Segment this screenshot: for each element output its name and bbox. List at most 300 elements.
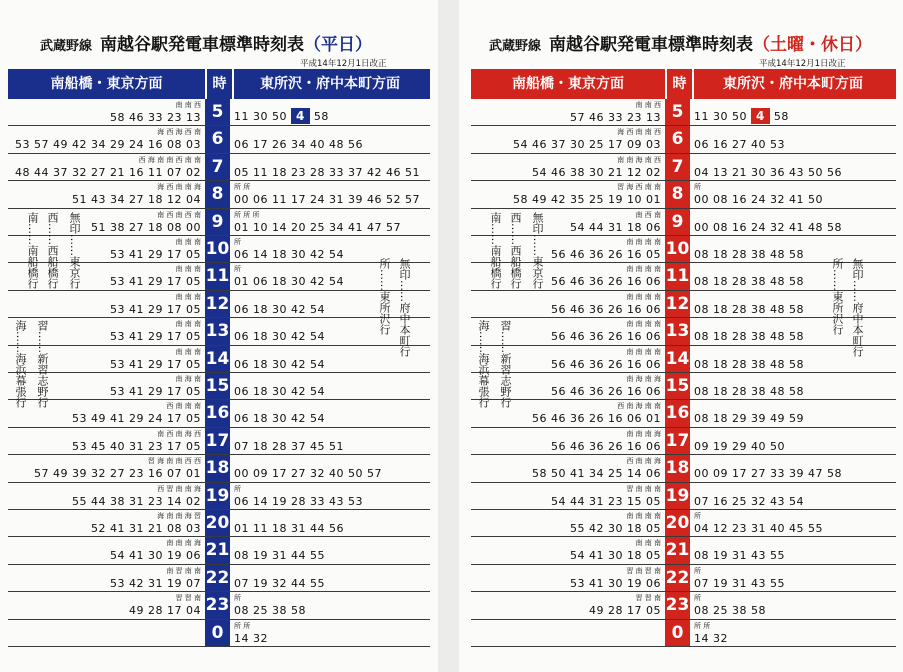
revision-date: 平成14年12月1日改正 [759, 59, 846, 69]
minutes-right-text: 06 14 19 28 33 43 53 [234, 494, 363, 508]
minutes-right-text: 06 18 30 42 54 [234, 357, 325, 371]
departures-right [230, 455, 430, 481]
hour-label: 22 [205, 565, 230, 591]
hour-label: 8 [665, 181, 690, 207]
direction-header [471, 69, 896, 99]
hour-label: 16 [665, 400, 690, 426]
minutes-right-extra: 58 [773, 110, 789, 123]
minutes-right [234, 330, 325, 343]
hour-label: 6 [665, 126, 690, 152]
legend-destination: ……東京行 [68, 234, 81, 289]
departures-left [471, 483, 665, 509]
minutes-right [234, 358, 325, 371]
legend-mark: 所 [831, 258, 844, 269]
minutes-left: 53 41 29 17 05 [110, 357, 201, 371]
timetable-row [471, 455, 896, 482]
departures-right [690, 209, 890, 235]
minutes-right-text: 00 06 11 17 24 31 39 46 52 57 [234, 193, 420, 207]
timetable-row [8, 318, 430, 345]
destination-marks-left: 南 南 西 [635, 101, 661, 109]
minutes-right [234, 522, 344, 535]
legend-left-item [509, 212, 522, 289]
minutes-left: 53 57 49 42 34 29 24 16 08 03 [15, 138, 201, 152]
minutes-right-text: 08 25 38 58 [694, 604, 766, 618]
destination-marks-left: 南 海 南 海 [626, 375, 661, 383]
minutes-right-text: 06 18 30 42 54 [234, 302, 325, 316]
legend-destination: ……東所沢行 [831, 269, 844, 335]
timetable-row [8, 565, 430, 592]
destination-marks-left: 海 西 海 西 南 [157, 128, 201, 137]
minutes-right-text: 06 14 18 30 42 54 [234, 248, 344, 261]
legend-mark: 無印 [68, 212, 81, 234]
minutes-left: 58 46 33 23 13 [110, 111, 201, 124]
minutes-right-text: 14 32 [694, 631, 728, 645]
minutes-right-text: 08 18 28 38 48 58 [694, 248, 804, 261]
legend-mark: 西 [46, 212, 59, 223]
minutes-left: 54 46 38 30 21 12 02 [532, 165, 661, 179]
destination-marks-right: 所 [234, 265, 241, 274]
legend-destination: ……海浜幕張行 [14, 331, 27, 408]
title-main: 南越谷駅発電車標準時刻表 [549, 35, 754, 55]
timetable-row [8, 373, 430, 400]
legend-destination: ……南船橋行 [26, 223, 39, 289]
departures-left [471, 537, 665, 563]
destination-marks-left: 習 海 南 南 西 西 [147, 457, 201, 466]
departures-left [471, 291, 665, 317]
departures-right [230, 209, 430, 235]
departures-left [471, 592, 665, 618]
minutes-right [234, 275, 344, 288]
minutes-right [234, 166, 420, 179]
destination-marks-left: 西 南 南 南 [166, 402, 201, 411]
destination-marks-right: 所 所 [234, 183, 251, 192]
minutes-left: 49 28 17 05 [589, 604, 661, 618]
departures-left [8, 483, 205, 509]
minutes-right [694, 577, 785, 590]
hour-label: 9 [665, 209, 690, 235]
hour-label: 12 [665, 291, 690, 317]
line-name: 武蔵野線 [489, 39, 542, 54]
destination-marks-left: 南 南 南 [175, 265, 201, 274]
minutes-left: 53 42 31 19 07 [110, 576, 201, 590]
departures-right [230, 154, 430, 180]
destination-marks-left: 西 南 南 海 [626, 457, 661, 466]
destination-marks-right: 所 所 所 [234, 210, 260, 219]
minutes-right-text: 08 19 31 43 55 [694, 549, 785, 563]
minutes-left: 55 42 30 18 05 [570, 522, 661, 535]
revision-date: 平成14年12月1日改正 [300, 59, 387, 69]
hour-label: 17 [665, 428, 690, 454]
minutes-right [694, 108, 789, 124]
minutes-left: 56 46 36 26 16 06 [551, 302, 661, 316]
destination-marks-left: 西 習 南 南 海 [157, 484, 201, 493]
departures-left [8, 181, 205, 207]
destination-marks-left: 習 海 西 南 南 [617, 183, 661, 192]
legend-right-item [398, 258, 411, 357]
departures-left [471, 565, 665, 591]
minutes-right [694, 138, 785, 151]
minutes-left: 56 46 36 26 16 06 [551, 330, 661, 344]
timetable-row [8, 428, 430, 455]
hour-label: 14 [665, 346, 690, 372]
timetable-row [471, 346, 896, 373]
hour-label: 15 [665, 373, 690, 399]
destination-marks-left: 南 西 南 西 南 [157, 210, 201, 219]
minutes-right-text: 06 18 30 42 54 [234, 385, 325, 398]
minutes-right-text: 01 06 18 30 42 54 [234, 275, 344, 289]
departures-left [8, 455, 205, 481]
minutes-right [694, 412, 804, 425]
timetable-row [471, 99, 896, 126]
departures-right [690, 455, 890, 481]
legend-left-item [14, 320, 27, 408]
timetable-row [471, 592, 896, 619]
minutes-right-text: 14 32 [234, 631, 268, 645]
minutes-left: 53 41 29 17 05 [110, 302, 201, 316]
departures-left [8, 291, 205, 317]
legend-left-item [68, 212, 81, 289]
hour-header-label: 時 [665, 69, 694, 99]
timetable-row [471, 428, 896, 455]
minutes-right-text: 08 18 28 38 48 58 [694, 275, 804, 289]
legend-mark: 無印 [531, 212, 544, 234]
legend-destination: ……西船橋行 [46, 223, 59, 289]
timetable-row [8, 592, 430, 619]
legend-mark: 習 [499, 320, 512, 331]
departures-right [690, 154, 890, 180]
destination-marks-right: 所 所 [694, 621, 711, 630]
minutes-right [694, 330, 804, 343]
title-day-type: （平日） [304, 35, 373, 55]
departures-left [471, 99, 665, 125]
hour-label: 19 [665, 483, 690, 509]
minutes-right [694, 385, 804, 398]
legend-mark: 所 [378, 258, 391, 269]
timetable-row [8, 154, 430, 181]
departures-right [230, 99, 430, 125]
departures-right [690, 510, 890, 536]
destination-marks-left: 海 西 南 南 海 [157, 183, 201, 192]
minutes-right [234, 549, 325, 562]
destination-marks-left: 南 南 南 [175, 347, 201, 356]
departures-right [690, 126, 890, 152]
departures-right [690, 620, 890, 646]
minutes-right [694, 467, 842, 480]
destination-marks-right: 所 [234, 484, 241, 493]
timetable-row [8, 483, 430, 510]
hour-label: 8 [205, 181, 230, 207]
departures-right [230, 428, 430, 454]
hour-label: 21 [205, 537, 230, 563]
minutes-left: 53 41 29 17 05 [110, 330, 201, 344]
timetable-row [471, 620, 896, 647]
timetable-row [8, 510, 430, 537]
minutes-right [234, 303, 325, 316]
hour-label: 18 [205, 455, 230, 481]
destination-marks-left: 南 南 西 [175, 101, 201, 109]
hour-label: 5 [205, 99, 230, 125]
minutes-right-text: 00 09 17 27 32 40 50 57 [234, 467, 382, 481]
minutes-left: 56 46 36 26 16 05 [551, 248, 661, 261]
minutes-right-text: 06 16 27 40 53 [694, 138, 785, 152]
minutes-left: 54 46 37 30 25 17 09 03 [513, 138, 661, 152]
departures-left [471, 126, 665, 152]
departures-left [8, 537, 205, 563]
minutes-right-text: 07 19 31 43 55 [694, 576, 785, 590]
minutes-left: 51 38 27 18 08 00 [91, 220, 201, 234]
minutes-left: 54 41 30 19 06 [110, 549, 201, 563]
legend-mark: 無印 [851, 258, 864, 280]
timetable-row [8, 400, 430, 427]
timetable-row [471, 565, 896, 592]
minutes-right [694, 522, 823, 535]
destination-marks-left: 南 南 南 海 [626, 429, 661, 438]
departures-right [690, 428, 890, 454]
hour-label: 14 [205, 346, 230, 372]
legend-right-item [831, 258, 844, 335]
hour-label: 20 [205, 510, 230, 536]
minutes-right [694, 221, 842, 234]
departures-right [690, 373, 890, 399]
legend-destination: ……南船橋行 [489, 223, 502, 289]
departures-right [230, 483, 430, 509]
destination-marks-left: 南 南 南 南 [626, 320, 661, 329]
minutes-right-text: 04 13 21 30 36 43 50 56 [694, 165, 842, 179]
departures-right [230, 592, 430, 618]
hour-label: 10 [205, 236, 230, 262]
minutes-left: 53 49 41 29 24 17 05 [72, 412, 201, 426]
legend-destination: ……西船橋行 [509, 223, 522, 289]
minutes-right-text: 04 12 23 31 40 45 55 [694, 522, 823, 535]
departures-right [230, 565, 430, 591]
minutes-left: 53 41 30 19 06 [570, 576, 661, 590]
destination-marks-left: 南 南 南 [635, 539, 661, 548]
departures-left [8, 592, 205, 618]
timetable-row [8, 455, 430, 482]
destination-marks-left: 南 海 南 [175, 375, 201, 383]
minutes-right-text: 01 10 14 20 25 34 41 47 57 [234, 220, 401, 234]
departures-right [690, 99, 890, 125]
legend-left-item [531, 212, 544, 289]
departures-left [471, 154, 665, 180]
hour-label: 20 [665, 510, 690, 536]
minutes-right [234, 138, 363, 151]
minutes-left: 53 45 40 31 23 17 05 [72, 439, 201, 453]
legend-mark: 南 [489, 212, 502, 223]
destination-marks-right: 所 [694, 512, 701, 520]
departures-right [230, 373, 430, 399]
timetable-row [471, 373, 896, 400]
hour-label: 23 [665, 592, 690, 618]
destination-marks-left: 南 西 南 [635, 210, 661, 219]
destination-marks-right: 所 所 [234, 621, 251, 630]
legend-left-item [489, 212, 502, 289]
departures-right [230, 181, 430, 207]
minutes-right-text: 06 18 30 42 54 [234, 330, 325, 344]
minutes-right [694, 549, 785, 562]
minutes-right [694, 604, 766, 617]
hour-label: 5 [665, 99, 690, 125]
legend-destination: ……東所沢行 [378, 269, 391, 335]
departures-right [230, 126, 430, 152]
minutes-right-text: 08 18 28 38 48 58 [694, 330, 804, 344]
minutes-right [234, 193, 420, 206]
departures-right [690, 565, 890, 591]
departures-left [471, 181, 665, 207]
minutes-right [234, 412, 325, 425]
minutes-right [234, 248, 344, 261]
destination-marks-right: 所 [694, 594, 701, 603]
first-train-box: 4 [751, 108, 770, 124]
timetable-title [489, 30, 872, 55]
hour-label: 23 [205, 592, 230, 618]
hour-label: 0 [665, 620, 690, 646]
hour-label: 22 [665, 565, 690, 591]
minutes-right-text: 07 18 28 37 45 51 [234, 439, 344, 453]
timetable-row [471, 154, 896, 181]
legend-right-item [851, 258, 864, 357]
minutes-right [234, 108, 329, 124]
destination-marks-left: 南 西 南 海 西 [157, 429, 201, 438]
minutes-right [234, 385, 325, 398]
timetable-row [8, 126, 430, 153]
title-day-type: （土曜・休日） [753, 35, 873, 55]
legend-mark: 海 [477, 320, 490, 331]
minutes-right [234, 577, 325, 590]
departures-left [8, 510, 205, 536]
minutes-left: 57 49 39 32 27 23 16 07 01 [34, 467, 201, 481]
departures-right [690, 181, 890, 207]
page-gutter [438, 0, 459, 672]
minutes-right [234, 221, 401, 234]
hour-label: 21 [665, 537, 690, 563]
hour-label: 10 [665, 236, 690, 262]
departures-right [690, 592, 890, 618]
timetable-row [471, 181, 896, 208]
minutes-right-text: 00 09 17 27 33 39 47 58 [694, 467, 842, 481]
hour-label: 7 [665, 154, 690, 180]
minutes-right-text: 08 18 28 38 48 58 [694, 385, 804, 398]
direction-right-label: 東所沢・府中本町方面 [260, 76, 400, 92]
minutes-right [694, 632, 728, 645]
minutes-right [694, 248, 804, 261]
minutes-right-text: 00 08 16 24 32 41 48 58 [694, 220, 842, 234]
legend-destination: ……新習志野行 [499, 331, 512, 408]
hour-label: 18 [665, 455, 690, 481]
minutes-left: 56 46 36 26 16 06 01 [532, 412, 661, 426]
minutes-right [694, 358, 804, 371]
departures-right [230, 620, 430, 646]
hour-header-label: 時 [205, 69, 234, 99]
departures-left [471, 428, 665, 454]
destination-marks-left: 南 南 南 南 [626, 292, 661, 301]
minutes-left: 53 41 29 17 05 [110, 275, 201, 289]
legend-right-item [378, 258, 391, 335]
hour-label: 7 [205, 154, 230, 180]
minutes-left: 53 41 29 17 05 [110, 385, 201, 398]
timetable-row [8, 99, 430, 126]
legend-destination: ……府中本町行 [398, 280, 411, 357]
hour-label: 17 [205, 428, 230, 454]
departures-right [230, 537, 430, 563]
destination-marks-left: 南 南 南 [175, 292, 201, 301]
departures-left [8, 428, 205, 454]
legend-left-item [36, 320, 49, 408]
destination-marks-right: 所 [234, 238, 241, 246]
departures-left [8, 99, 205, 125]
destination-marks-left: 習 習 南 [175, 594, 201, 603]
destination-marks-right: 所 [694, 183, 701, 192]
destination-marks-left: 南 習 南 南 [166, 566, 201, 575]
minutes-left: 56 46 36 26 16 06 [551, 439, 661, 453]
destination-marks-left: 西 南 海 南 南 [617, 402, 661, 411]
direction-right-label: 東所沢・府中本町方面 [723, 76, 863, 92]
minutes-left: 56 46 36 26 16 06 [551, 385, 661, 398]
legend-destination: ……新習志野行 [36, 331, 49, 408]
departures-right [690, 400, 890, 426]
destination-marks-left: 海 南 南 海 習 [157, 512, 201, 520]
minutes-right-text: 07 16 25 32 43 54 [694, 494, 804, 508]
timetable-row [8, 346, 430, 373]
destination-marks-left: 南 南 南 海 [166, 539, 201, 548]
legend-mark: 南 [26, 212, 39, 223]
minutes-left: 56 46 36 26 16 06 [551, 275, 661, 289]
hour-label: 15 [205, 373, 230, 399]
destination-marks-left: 南 南 南 [175, 320, 201, 329]
minutes-left: 56 46 36 26 16 06 [551, 357, 661, 371]
direction-left-label: 南船橋・東京方面 [512, 76, 624, 92]
departures-left [8, 565, 205, 591]
holiday-timetable [459, 0, 903, 672]
departures-right [230, 400, 430, 426]
minutes-right-text: 08 25 38 58 [234, 604, 306, 618]
hour-label: 16 [205, 400, 230, 426]
minutes-right-text: 11 30 50 [694, 110, 747, 123]
minutes-right [234, 467, 382, 480]
title-main: 南越谷駅発電車標準時刻表 [100, 35, 305, 55]
timetable-title [40, 30, 372, 55]
destination-marks-left: 南 南 海 南 西 [617, 155, 661, 164]
minutes-left: 55 44 38 31 23 14 02 [72, 494, 201, 508]
destination-marks-right: 所 [234, 594, 241, 603]
minutes-right [694, 166, 842, 179]
legend-mark: 無印 [398, 258, 411, 280]
hour-label: 6 [205, 126, 230, 152]
minutes-right-text: 08 18 29 39 49 59 [694, 412, 804, 426]
timetable-row [8, 181, 430, 208]
departures-left [471, 510, 665, 536]
minutes-left: 49 28 17 04 [129, 604, 201, 618]
destination-marks-left: 南 南 南 [175, 238, 201, 246]
timetable-row [471, 537, 896, 564]
timetable-row [8, 620, 430, 647]
minutes-left: 58 49 42 35 25 19 10 01 [513, 193, 661, 207]
hour-label: 0 [205, 620, 230, 646]
timetable-row [471, 400, 896, 427]
minutes-right-text: 11 30 50 [234, 110, 287, 123]
destination-marks-left: 南 南 南 南 [626, 265, 661, 274]
destination-marks-right: 所 [694, 566, 701, 575]
timetable-row [471, 126, 896, 153]
destination-marks-left: 習 南 習 南 [626, 566, 661, 575]
minutes-left: 54 44 31 18 06 [570, 220, 661, 234]
minutes-right [234, 632, 268, 645]
minutes-right [234, 604, 306, 617]
hour-label: 12 [205, 291, 230, 317]
legend-left-item [499, 320, 512, 408]
timetable-row [471, 510, 896, 537]
minutes-left: 58 50 41 34 25 14 06 [532, 467, 661, 481]
